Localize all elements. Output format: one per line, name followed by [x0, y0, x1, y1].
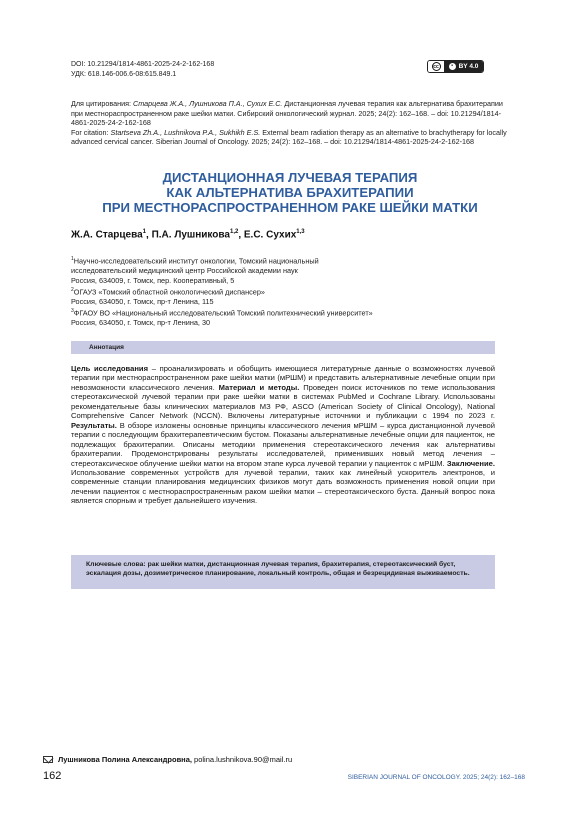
keywords-text: Ключевые слова: рак шейки матки, дистанционная лучевая терапия, брахитерапия, стереотаксический буст, эскалация дозы, дозиметрическое планирование, локальный контроль, общая и безрецидивная выживаемость. — [86, 561, 470, 577]
citation-ru: Для цитирования: Старцева Ж.А., Лушникова П.А., Сухих Е.С. Дистанционная лучевая терапия как альтернатива брахитерапии при местнораспространенном раке шейки матки. Сибирский онкологический журнал. 2025; 24(2): 162–168. – doi: 10.21294/1814-4861-2025-24-2-162-168 — [71, 99, 503, 128]
journal-footer: SIBERIAN JOURNAL OF ONCOLOGY. 2025; 24(2): 162–168 — [347, 774, 525, 781]
page-number: 162 — [43, 770, 62, 782]
udc-line: УДК: 618.146-006.6-08:615.849.1 — [71, 71, 177, 78]
author-name: Е.С. Сухих — [243, 229, 297, 241]
envelope-icon — [43, 756, 53, 763]
keywords-box — [71, 555, 495, 589]
cc-license-badge[interactable] — [427, 60, 484, 73]
person-icon: • — [449, 63, 456, 70]
article-title: ДИСТАНЦИОННАЯ ЛУЧЕВАЯ ТЕРАПИЯ КАК АЛЬТЕРНАТИВА БРАХИТЕРАПИИ ПРИ МЕСТНОРАСПРОСТРАНЕННОМ РАКЕ ШЕЙКИ МАТКИ — [102, 170, 478, 215]
correspondent-name: Лушникова Полина Александровна, — [58, 755, 192, 764]
author-name: Ж.А. Старцева — [71, 229, 143, 241]
cc-icon: cc — [428, 61, 444, 72]
affiliations: $^1$Научно-исследовательский институт онкологии, Томский национальный исследовательский медицинский центр Российской академии наук Россия, 634009, г. Томск, пер. Кооперативный, 5 $^2$ОГАУЗ «Томский областной онкологический диспансер» Россия, 634050, г. Томск, пр-т Ленина, 115 $^3$ФГАОУ ВО «Национальный исследовательский Томский политехнический университет» Россия, 634050, г. Томск, пр-т Ленина, 30 — [71, 256, 373, 328]
abstract-heading: Аннотация — [71, 341, 495, 354]
correspondence-footnote — [43, 755, 292, 764]
citation-en: For citation: Startseva Zh.A., Lushnikova P.A., Sukhikh E.S. External beam radiation therapy as an alternative to brachytherapy for locally advanced cervical cancer. Siberian Journal of Oncology. 2025; 24(2): 162–168. – doi: 10.21294/1814-4861-2025-24-2-162-168 — [71, 127, 507, 147]
correspondent-email[interactable]: polina.lushnikova.90@mail.ru — [191, 755, 293, 764]
abstract-text: Цель исследования – проанализировать и обобщить имеющиеся литературные данные о возможностях лучевой терапии при местнораспространенном раке шейки матки (мРШМ) и представить альтернативные лечебные опции при невозможности классического лечения. Материал и методы. Проведен поиск источников по теме использования стереотаксической лучевой терапии при раке шейки матки в системах PubMed и Cochrane Library. Использованы рекомендательные базы клинических материалов МЗ РФ, ASCO (American Society of Clinical Oncology), National Comprehensive Cancer Network (NCCN). Включены литературные источники и публикации с 1994 по 2023 г. Результаты. В обзоре изложены основные принципы классического лечения мРШМ – курса дистанционной лучевой терапии с последующим брахитерапевтическим бустом. Показаны альтернативные лечебные опции для пациенток, не подлежащих брахитерапии. Описаны методики применения стереотаксического лечения как альтернативы брахитерапии. Продемонстрированы результаты исследователей, применивших новый метод лечения – стереотаксическое облучение шейки матки на втором этапе курса лучевой терапии у пациенток с мРШМ. Заключение. Использование современных устройств для лучевой терапии, таких как линейный ускоритель электронов, и современные станции планирования медицинских физиков могут дать возможность применения новой опции при лечении пациенток с местнораспространенным раком шейки матки – стереотаксического буста. Данный вопрос пока является спорным и требует дальнейшего изучения. — [71, 364, 496, 506]
author-list: Ж.А. Старцева$^1$, П.А. Лушникова$^{1,2}$, Е.С. Сухих$^{1,3}$ — [71, 229, 305, 241]
citation-block — [71, 99, 516, 147]
doi-line[interactable]: DOI: 10.21294/1814-4861-2025-24-2-162-168 — [71, 61, 215, 68]
author-name: П.А. Лушникова — [151, 229, 230, 241]
license-label: BY 4.0 — [458, 63, 479, 70]
